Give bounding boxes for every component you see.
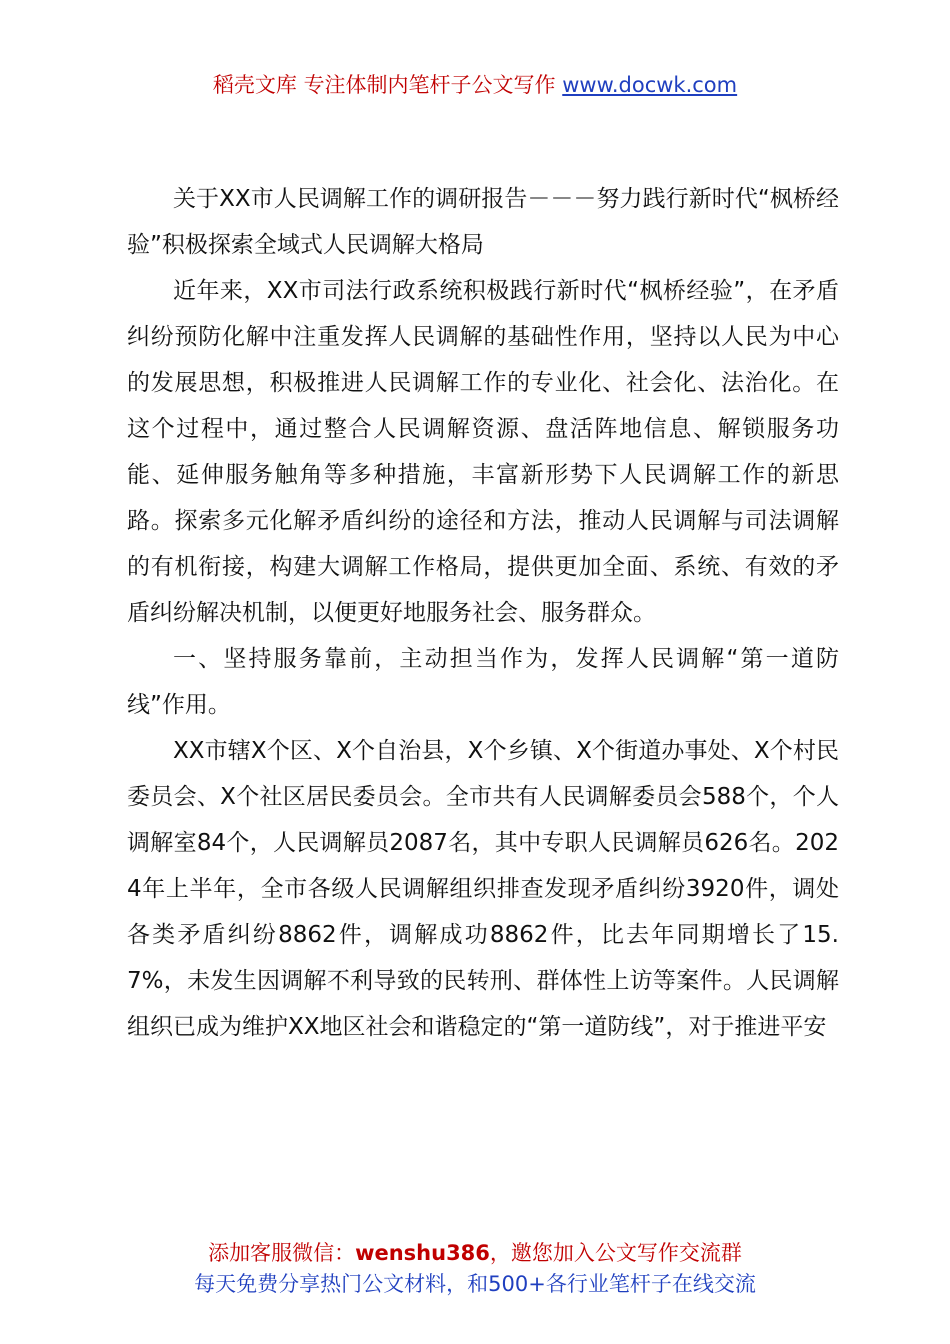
- header-brand: 稻壳文库: [212, 73, 297, 97]
- paragraph-intro: 近年来，XX市司法行政系统积极践行新时代“枫桥经验”，在矛盾纠纷预防化解中注重发挥人民调解的基础性作用，坚持以人民为中心的发展思想，积极推进人民调解工作的专业化、社会化、法治化。在这个过程中，通过整合人民调解资源、盘活阵地信息、解锁服务功能、延伸服务触角等多种措施，丰富新形势下人民调解工作的新思路。探索多元化解矛盾纠纷的途径和方法，推动人民调解与司法调解的有机衔接，构建大调解工作格局，提供更加全面、系统、有效的矛盾纠纷解决机制，以便更好地服务社会、服务群众。: [127, 278, 839, 626]
- header-banner: [0, 70, 950, 100]
- document-body: [127, 176, 839, 1050]
- section-heading-1: 一、坚持服务靠前，主动担当作为，发挥人民调解“第一道防线”作用。: [127, 646, 839, 718]
- footer-wechat-prefix: 添加客服微信：: [208, 1241, 356, 1265]
- header-slogan: 专注体制内笔杆子公文写作: [303, 73, 556, 97]
- footer-wechat-id: wenshu386: [355, 1241, 490, 1265]
- footer-wechat-suffix: ，邀您加入公文写作交流群: [489, 1241, 742, 1265]
- header-site-link[interactable]: www.docwk.com: [562, 73, 738, 97]
- footer-line-1: [0, 1238, 950, 1269]
- document-title: 关于XX市人民调解工作的调研报告－－－努力践行新时代“枫桥经验”积极探索全域式人民调解大格局: [127, 186, 839, 258]
- footer-banner: [0, 1238, 950, 1300]
- paragraph-statistics: XX市辖X个区、X个自治县，X个乡镇、X个街道办事处、X个村民委员会、X个社区居民委员会。全市共有人民调解委员会588个，个人调解室84个，人民调解员2087名，其中专职人民调解员626名。2024年上半年，全市各级人民调解组织排查发现矛盾纠纷3920件，调处各类矛盾纠纷8862件，调解成功8862件，比去年同期增长了15.7%，未发生因调解不利导致的民转刑、群体性上访等案件。人民调解组织已成为维护XX地区社会和谐稳定的“第一道防线”，对于推进平安: [127, 738, 839, 1040]
- footer-line-2: 每天免费分享热门公文材料，和500+各行业笔杆子在线交流: [194, 1272, 756, 1296]
